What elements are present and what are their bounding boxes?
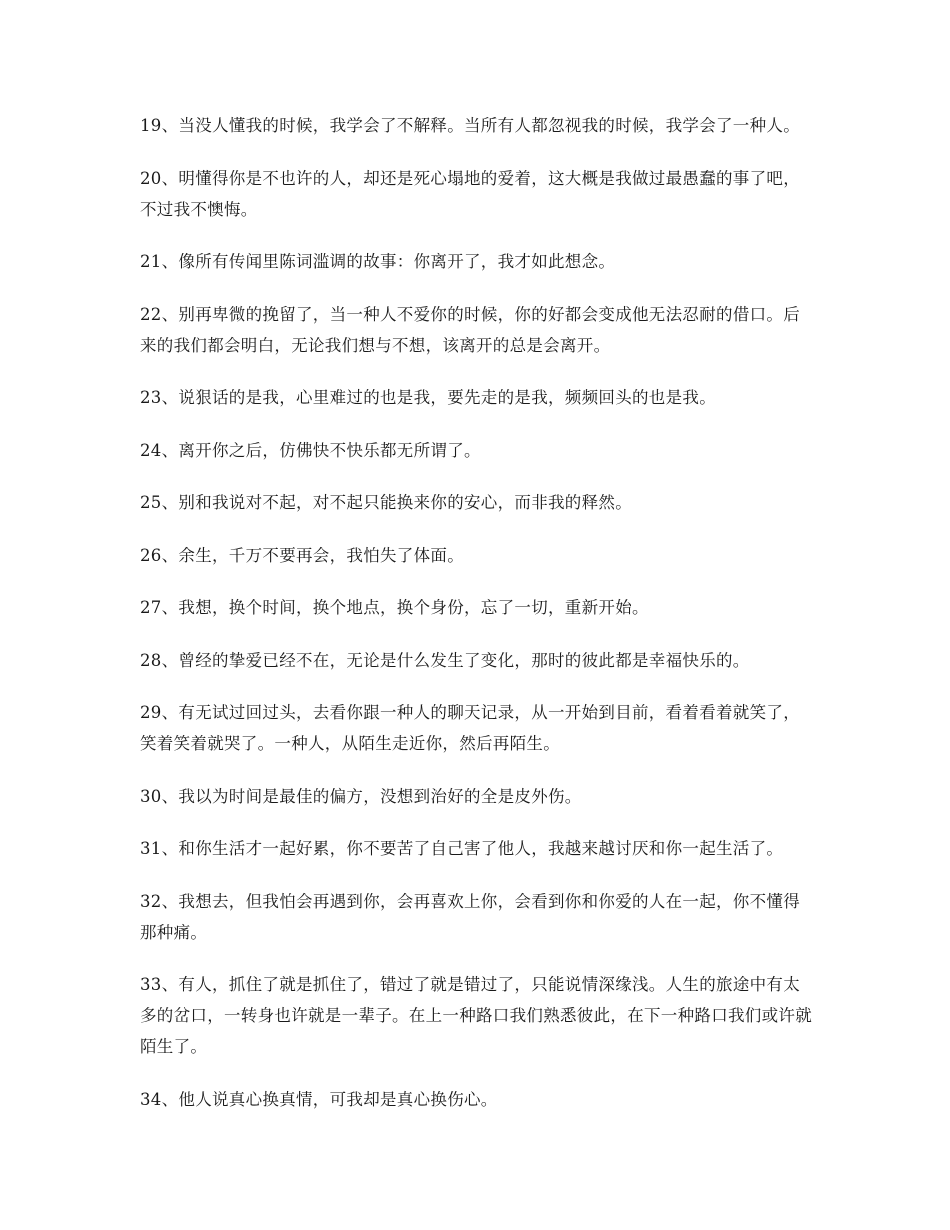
- paragraph-24: 24、离开你之后，仿佛快不快乐都无所谓了。: [140, 440, 481, 460]
- paragraph-34: 34、他人说真心换真情，可我却是真心换伤心。: [140, 1089, 498, 1109]
- paragraph-22: 22、别再卑微的挽留了，当一种人不爱你的时候，你的好都会变成他无法忍耐的借口。后来的我们都会明白，无论我们想与不想，该离开的总是会离开。: [140, 304, 800, 355]
- paragraph-26: 26、余生，千万不要再会，我怕失了体面。: [140, 545, 464, 565]
- paragraph-23: 23、说狠话的是我，心里难过的也是我，要先走的是我，频频回头的也是我。: [140, 388, 716, 407]
- paragraph-32: 32、我想去，但我怕会再遇到你，会再喜欢上你，会看到你和你爱的人在一起，你不懂得那种痛。: [140, 891, 800, 942]
- paragraph-25: 25、别和我说对不起，对不起只能换来你的安心，而非我的释然。: [140, 493, 632, 512]
- paragraph-29: 29、有无试过回过头，去看你跟一种人的聊天记录，从一开始到目前，看着看着就笑了，笑着笑着就哭了。一种人，从陌生走近你，然后再陌生。: [140, 703, 800, 753]
- paragraph-28: 28、曾经的挚爱已经不在，无论是什么发生了变化，那时的彼此都是幸福快乐的。: [140, 650, 750, 670]
- paragraph-19: 19、当没人懂我的时候，我学会了不解释。当所有人都忽视我的时候，我学会了一种人。: [140, 116, 800, 135]
- paragraph-30: 30、我以为时间是最佳的偏方，没想到治好的全是皮外伤。: [140, 786, 582, 806]
- document-body: [140, 110, 812, 1136]
- paragraph-33: 33、有人，抓住了就是抓住了，错过了就是错过了，只能说情深缘浅。人生的旅途中有太多的岔口，一转身也许就是一辈子。在上一种路口我们熟悉彼此，在下一种路口我们或许就陌生了。: [140, 975, 812, 1056]
- paragraph-27: 27、我想，换个时间，换个地点，换个身份，忘了一切，重新开始。: [140, 598, 649, 617]
- paragraph-31: 31、和你生活才一起好累，你不要苦了自己害了他人，我越来越讨厌和你一起生活了。: [140, 839, 784, 858]
- paragraph-21: 21、像所有传闻里陈词滥调的故事：你离开了，我才如此想念。: [140, 252, 616, 271]
- paragraph-20: 20、明懂得你是不也许的人，却还是死心塌地的爱着，这大概是我做过最愚蠢的事了吧，不过我不懊悔。: [140, 168, 800, 219]
